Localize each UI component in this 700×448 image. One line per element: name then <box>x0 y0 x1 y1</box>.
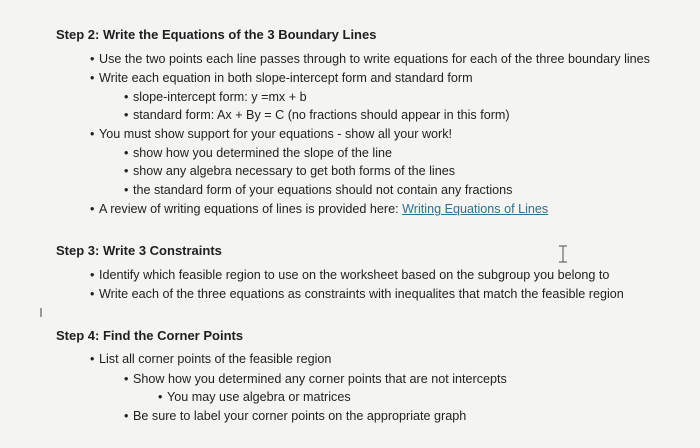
list-item: • You must show support for your equations - show all your work! <box>90 127 453 141</box>
bullet-icon: • <box>158 390 163 404</box>
list-item: • Write each of the three equations as constraints with inequalites that match the feasible region <box>90 287 624 301</box>
list-item: • List all corner points of the feasible region <box>90 352 332 366</box>
margin-mark <box>40 308 42 317</box>
bullet-icon: • <box>124 183 129 197</box>
text-cursor-icon <box>557 245 569 263</box>
list-item: • show how you determined the slope of the line <box>124 146 393 160</box>
bullet-icon: • <box>124 108 129 122</box>
list-item: • slope-intercept form: y =mx + b <box>124 90 307 104</box>
bullet-icon: • <box>90 127 95 141</box>
list-item: • Identify which feasible region to use on the worksheet based on the subgroup you belong to <box>90 268 610 282</box>
list-item: • show any algebra necessary to get both forms of the lines <box>124 164 456 178</box>
bullet-icon: • <box>90 352 95 366</box>
bullet-icon: • <box>124 372 129 386</box>
list-item: • You may use algebra or matrices <box>158 390 351 404</box>
bullet-icon: • <box>124 90 129 104</box>
writing-equations-link[interactable]: Writing Equations of Lines <box>402 202 549 216</box>
step3-heading: Step 3: Write 3 Constraints <box>56 243 222 258</box>
list-item: • Show how you determined any corner points that are not intercepts <box>124 372 507 386</box>
bullet-icon: • <box>90 287 95 301</box>
list-item: • Be sure to label your corner points on the appropriate graph <box>124 409 467 423</box>
bullet-icon: • <box>124 146 129 160</box>
bullet-icon: • <box>124 409 129 423</box>
bullet-icon: • <box>90 52 95 66</box>
list-item: • the standard form of your equations should not contain any fractions <box>124 183 513 197</box>
list-item: • A review of writing equations of lines is provided here: Writing Equations of Lines <box>90 202 549 216</box>
step4-heading: Step 4: Find the Corner Points <box>56 328 244 343</box>
bullet-icon: • <box>90 202 95 216</box>
bullet-icon: • <box>124 164 129 178</box>
step2-heading: Step 2: Write the Equations of the 3 Boundary Lines <box>56 27 377 42</box>
list-item: • Write each equation in both slope-intercept form and standard form <box>90 71 473 85</box>
bullet-icon: • <box>90 71 95 85</box>
list-item: • standard form: Ax + By = C (no fractions should appear in this form) <box>124 108 510 122</box>
bullet-icon: • <box>90 268 95 282</box>
list-item: • Use the two points each line passes through to write equations for each of the three boundary lines <box>90 52 650 66</box>
